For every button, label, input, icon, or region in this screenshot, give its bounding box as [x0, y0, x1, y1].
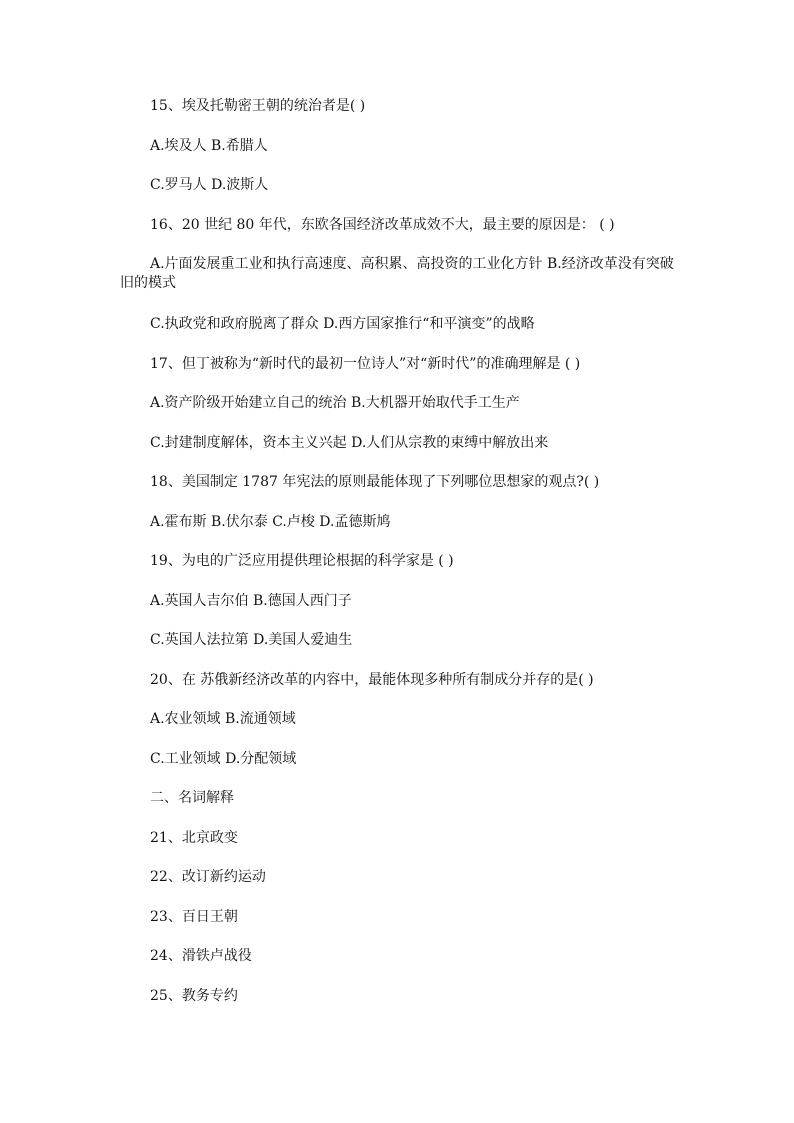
question-20: 20、在 苏俄新经济改革的内容中，最能体现多种所有制成分并存的是( )	[150, 672, 594, 688]
question-15-options-cd: C.罗马人 D.波斯人	[150, 177, 269, 193]
term-21: 21、北京政变	[150, 830, 238, 846]
question-19-options-cd: C.英国人法拉第 D.美国人爱迪生	[150, 632, 353, 648]
question-20-options-cd: C.工业领域 D.分配领域	[150, 751, 297, 767]
question-16: 16、20 世纪 80 年代，东欧各国经济改革成效不大，最主要的原因是： ( )	[150, 217, 615, 233]
question-17: 17、但丁被称为“新时代的最初一位诗人”对“新时代”的准确理解是 ( )	[150, 356, 581, 372]
term-25: 25、教务专约	[150, 988, 238, 1004]
question-18: 18、美国制定 1787 年宪法的原则最能体现了下列哪位思想家的观点?( )	[150, 474, 600, 490]
term-23: 23、百日王朝	[150, 909, 238, 925]
question-20-options-ab: A.农业领域 B.流通领域	[150, 711, 296, 727]
question-16-options-ab: A.片面发展重工业和执行高速度、高积累、高投资的工业化方针 B.经济改革没有突破旧的模式	[120, 256, 674, 291]
question-18-options: A.霍布斯 B.伏尔泰 C.卢梭 D.孟德斯鸠	[150, 514, 391, 530]
question-17-options-cd: C.封建制度解体，资本主义兴起 D.人们从宗教的束缚中解放出来	[150, 435, 549, 451]
term-22: 22、改订新约运动	[150, 869, 266, 885]
term-24: 24、滑铁卢战役	[150, 948, 252, 964]
question-19: 19、为电的广泛应用提供理论根据的科学家是 ( )	[150, 553, 454, 569]
question-19-options-ab: A.英国人吉尔伯 B.德国人西门子	[150, 593, 352, 609]
question-16-options-cd: C.执政党和政府脱离了群众 D.西方国家推行“和平演变”的战略	[150, 316, 535, 332]
question-15-options-ab: A.埃及人 B.希腊人	[150, 138, 268, 154]
question-17-options-ab: A.资产阶级开始建立自己的统治 B.大机器开始取代手工生产	[150, 395, 520, 411]
section-heading: 二、名词解释	[150, 790, 234, 806]
question-15: 15、埃及托勒密王朝的统治者是( )	[150, 98, 366, 114]
